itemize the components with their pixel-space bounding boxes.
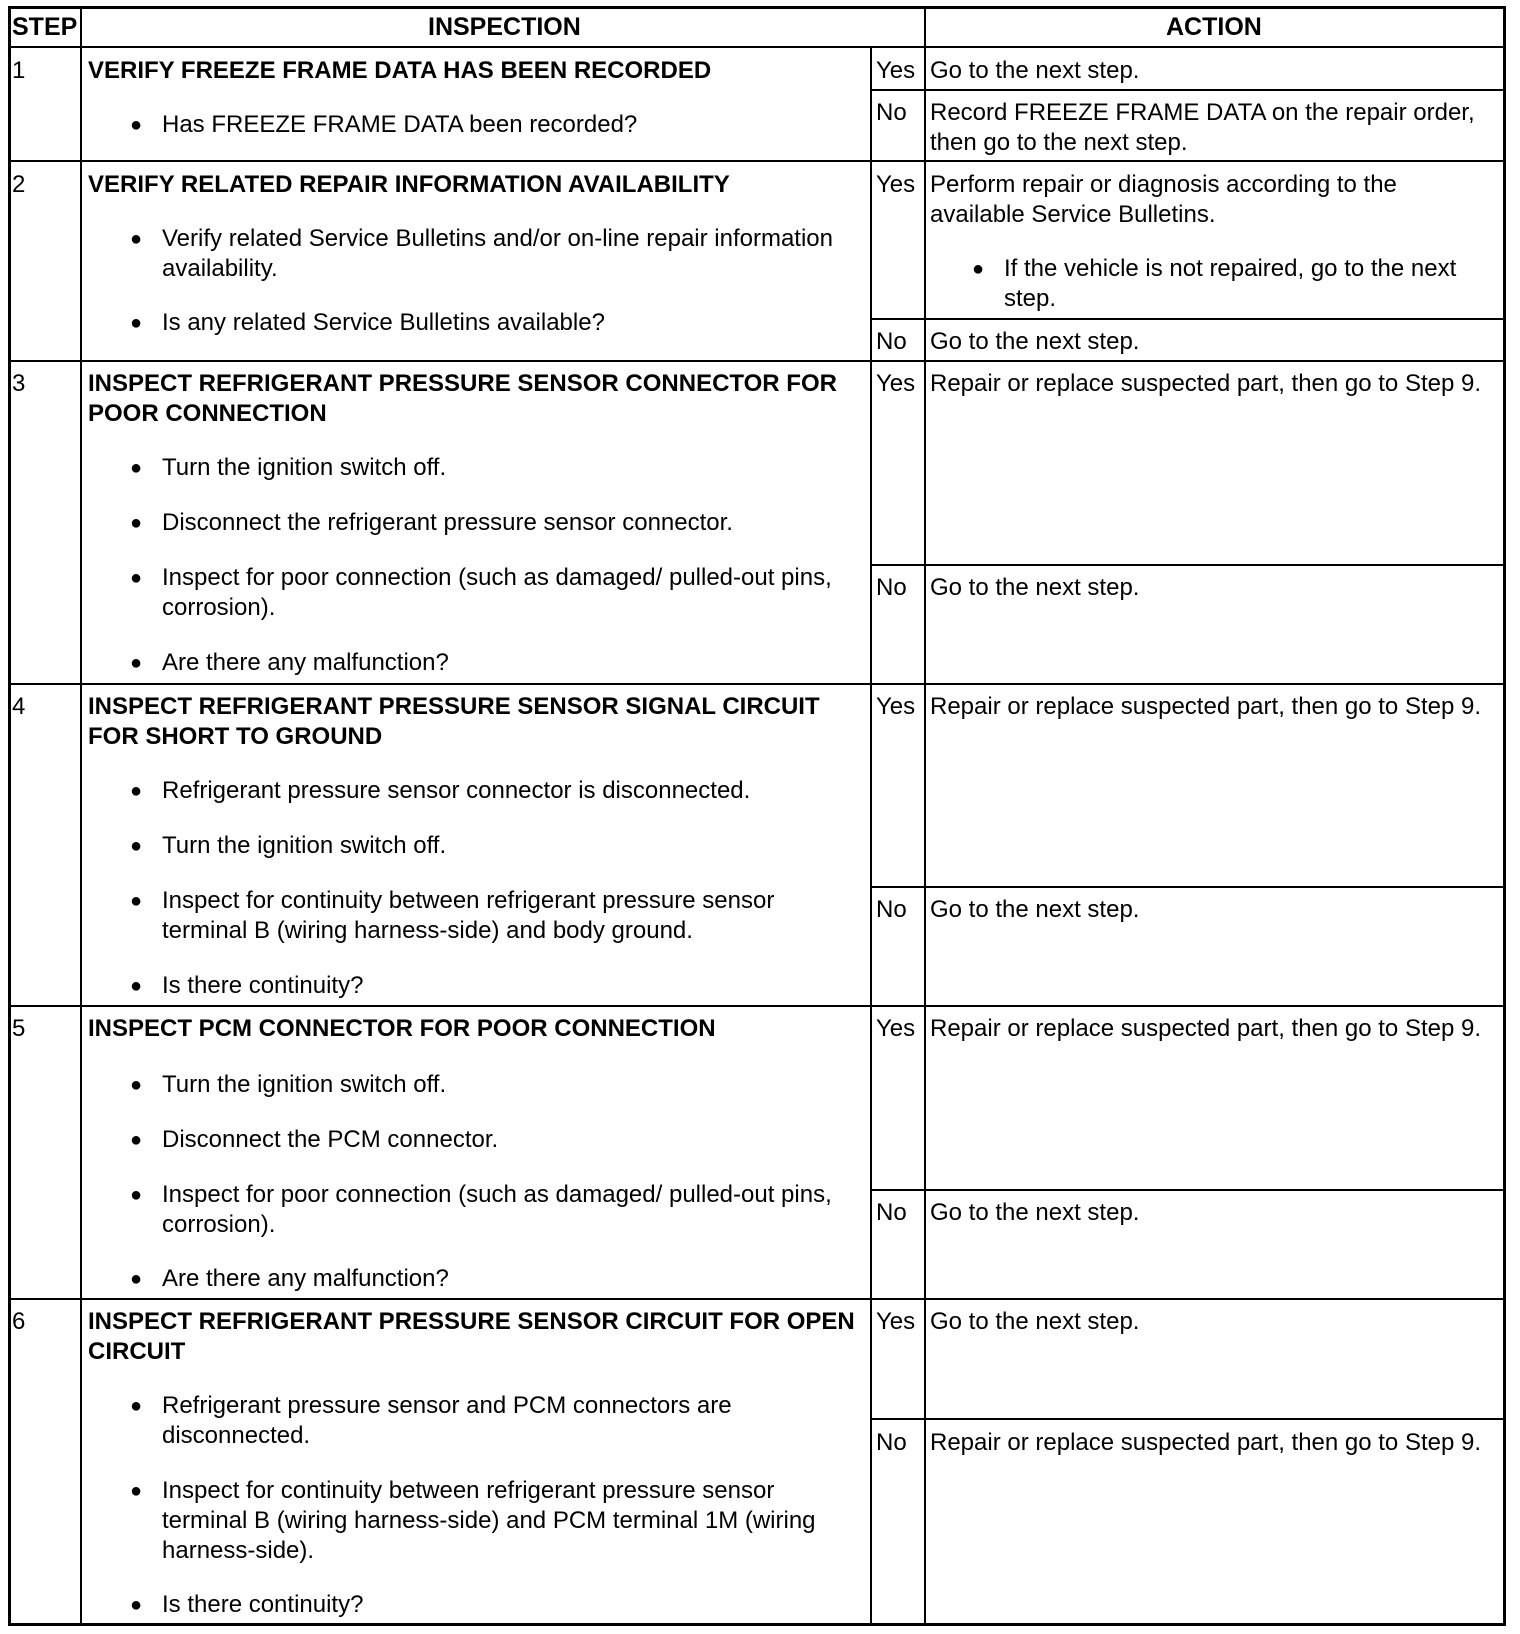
yes-no-divider xyxy=(870,1189,1506,1191)
yes-action: Go to the next step. xyxy=(930,57,1140,84)
no-action: Go to the next step. xyxy=(930,896,1140,923)
yes-action: Repair or replace suspected part, then go to Step 9. xyxy=(930,1015,1482,1042)
inspection-bullet: ● Are there any malfunction? xyxy=(130,649,449,676)
yes-no-divider xyxy=(870,89,1506,91)
step-number: 6 xyxy=(12,1308,26,1335)
yes-no-divider xyxy=(870,886,1506,888)
no-action: Record FREEZE FRAME DATA on the repair order, then go to the next step. xyxy=(930,99,1475,156)
inspection-bullet: ● Turn the ignition switch off. xyxy=(130,832,447,859)
yes-action: Repair or replace suspected part, then go to Step 9. xyxy=(930,693,1482,720)
inspection-bullet: ● Is there continuity? xyxy=(130,972,364,999)
row-divider xyxy=(8,1005,1506,1007)
bullet-icon: ● xyxy=(130,1074,143,1096)
step-number: 5 xyxy=(12,1015,26,1042)
bullet-icon: ● xyxy=(130,780,143,802)
no-action: Go to the next step. xyxy=(930,574,1140,601)
step-title: INSPECT REFRIGERANT PRESSURE SENSOR CONNECTOR FOR POOR CONNECTION xyxy=(88,370,837,427)
step-title: VERIFY FREEZE FRAME DATA HAS BEEN RECORDED xyxy=(88,57,712,84)
no-label: No xyxy=(876,1199,907,1226)
inspection-bullet: ● Is any related Service Bulletins available? xyxy=(130,309,605,336)
inspection-bullet: ● Inspect for poor connection (such as damaged/ pulled-out pins, corrosion). xyxy=(130,564,832,621)
no-label: No xyxy=(876,1429,907,1456)
no-action: Repair or replace suspected part, then go to Step 9. xyxy=(930,1429,1482,1456)
step-number: 3 xyxy=(12,370,26,397)
bullet-icon: ● xyxy=(130,114,143,136)
inspection-bullet: ● Inspect for continuity between refrigerant pressure sensor terminal B (wiring harness-side) and PCM terminal 1M (wiring harness-side). xyxy=(130,1477,816,1564)
inspection-bullet: ● Verify related Service Bulletins and/or on-line repair information availability. xyxy=(130,225,834,282)
header-inspection: INSPECTION xyxy=(428,13,581,41)
step-title: INSPECT PCM CONNECTOR FOR POOR CONNECTION xyxy=(88,1015,716,1042)
bullet-icon: ● xyxy=(130,652,143,674)
bullet-icon: ● xyxy=(130,835,143,857)
bullet-icon: ● xyxy=(130,228,143,250)
row-divider xyxy=(8,360,1506,362)
no-label: No xyxy=(876,328,907,355)
yes-action: Go to the next step. xyxy=(930,1308,1140,1335)
inspection-bullet: ● Is there continuity? xyxy=(130,1591,364,1618)
inspection-bullet: ● Disconnect the refrigerant pressure sensor connector. xyxy=(130,509,733,536)
yesno-column-divider xyxy=(870,46,872,1626)
bullet-icon: ● xyxy=(130,1129,143,1151)
bullet-icon: ● xyxy=(130,1184,143,1206)
yes-label: Yes xyxy=(876,171,916,198)
no-action: Go to the next step. xyxy=(930,1199,1140,1226)
no-label: No xyxy=(876,574,907,601)
bullet-icon: ● xyxy=(130,1594,143,1616)
action-bullet: ● If the vehicle is not repaired, go to the next step. xyxy=(972,255,1457,312)
yes-label: Yes xyxy=(876,1015,916,1042)
no-label: No xyxy=(876,99,907,126)
no-action: Go to the next step. xyxy=(930,328,1140,355)
yes-action: Perform repair or diagnosis according to the available Service Bulletins. xyxy=(930,171,1397,228)
bullet-icon: ● xyxy=(130,512,143,534)
header-step: STEP xyxy=(12,13,78,41)
step-title: VERIFY RELATED REPAIR INFORMATION AVAILABILITY xyxy=(88,171,730,198)
header-divider xyxy=(8,46,1506,48)
bullet-icon: ● xyxy=(130,1395,143,1417)
yes-no-divider xyxy=(870,1418,1506,1420)
action-column-divider xyxy=(924,6,926,1626)
bullet-icon: ● xyxy=(130,1268,143,1290)
no-label: No xyxy=(876,896,907,923)
step-column-divider xyxy=(80,6,82,1626)
bullet-icon: ● xyxy=(130,975,143,997)
step-number: 1 xyxy=(12,57,26,84)
bullet-icon: ● xyxy=(130,312,143,334)
step-title: INSPECT REFRIGERANT PRESSURE SENSOR CIRCUIT FOR OPEN CIRCUIT xyxy=(88,1308,855,1365)
header-action: ACTION xyxy=(1166,13,1262,41)
row-divider xyxy=(8,160,1506,162)
bullet-icon: ● xyxy=(130,890,143,912)
bullet-icon: ● xyxy=(130,457,143,479)
inspection-bullet: ● Disconnect the PCM connector. xyxy=(130,1126,499,1153)
yes-action: Repair or replace suspected part, then go to Step 9. xyxy=(930,370,1482,397)
inspection-bullet: ● Turn the ignition switch off. xyxy=(130,1071,447,1098)
yes-no-divider xyxy=(870,318,1506,320)
yes-label: Yes xyxy=(876,693,916,720)
bullet-icon: ● xyxy=(972,258,985,280)
yes-no-divider xyxy=(870,564,1506,566)
row-divider xyxy=(8,1298,1506,1300)
row-divider xyxy=(8,683,1506,685)
yes-label: Yes xyxy=(876,370,916,397)
step-number: 4 xyxy=(12,693,26,720)
inspection-bullet: ● Refrigerant pressure sensor connector is disconnected. xyxy=(130,777,751,804)
yes-label: Yes xyxy=(876,57,916,84)
yes-label: Yes xyxy=(876,1308,916,1335)
inspection-bullet: ● Inspect for continuity between refrigerant pressure sensor terminal B (wiring harness-side) and body ground. xyxy=(130,887,775,944)
bullet-icon: ● xyxy=(130,567,143,589)
bullet-icon: ● xyxy=(130,1480,143,1502)
step-title: INSPECT REFRIGERANT PRESSURE SENSOR SIGNAL CIRCUIT FOR SHORT TO GROUND xyxy=(88,693,820,750)
inspection-bullet: ● Turn the ignition switch off. xyxy=(130,454,447,481)
step-number: 2 xyxy=(12,171,26,198)
inspection-bullet: ● Has FREEZE FRAME DATA been recorded? xyxy=(130,111,638,138)
inspection-bullet: ● Refrigerant pressure sensor and PCM connectors are disconnected. xyxy=(130,1392,732,1449)
inspection-bullet: ● Inspect for poor connection (such as damaged/ pulled-out pins, corrosion). xyxy=(130,1181,832,1238)
inspection-bullet: ● Are there any malfunction? xyxy=(130,1265,449,1292)
